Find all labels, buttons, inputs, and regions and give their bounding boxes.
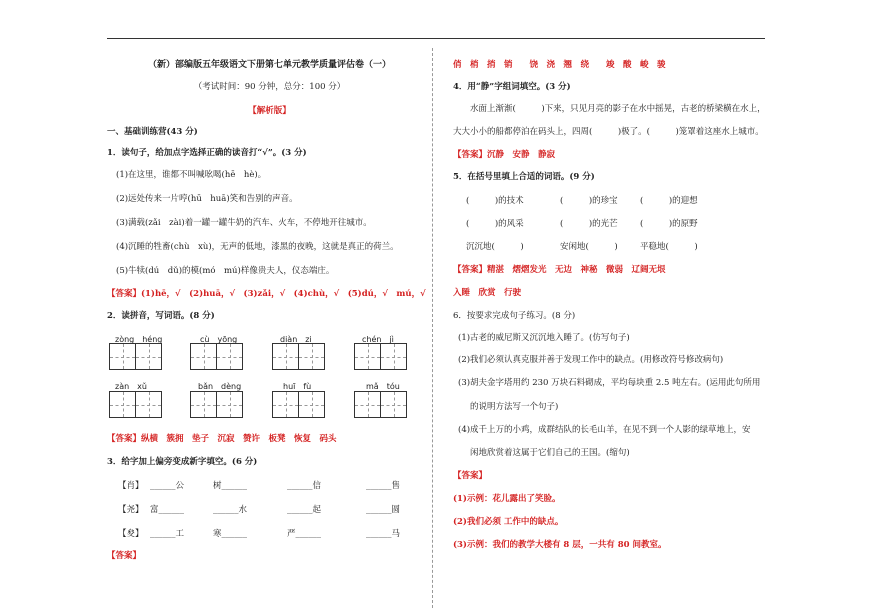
q3-blank[interactable]: 树______: [213, 481, 248, 491]
q5-answer: 【答案】精湛 熠熠发光 无边 神秘 微弱 辽阔无垠: [453, 265, 666, 275]
q5-blank[interactable]: ( )的光芒: [560, 219, 618, 229]
q3-answer: 【答案】: [107, 551, 142, 561]
q3-blank[interactable]: ______起: [287, 505, 322, 515]
q1-item: (2)远处传来一片哼(hū huā)笑和告别的声音。: [116, 194, 298, 204]
q4-line: 水面上渐渐( )下来，只见月亮的影子在水中摇晃，古老的桥梁横在水上，: [470, 104, 766, 114]
q1-item: (1)在这里，谁都不叫喊吆喝(hē hè)。: [116, 170, 267, 180]
q3-blank[interactable]: ______圆: [366, 505, 401, 515]
q5-blank[interactable]: ( )的迎想: [640, 196, 698, 206]
pinyin-label: zòng héng: [115, 335, 163, 344]
writing-grid[interactable]: [109, 391, 161, 418]
q4-line: 大大小小的船都停泊在码头上，四周( )极了。( )笼罩着这座水上城市。: [453, 127, 764, 137]
q4-title: 4．用“静”字组词填空。(3 分): [453, 82, 571, 92]
q3-blank[interactable]: 严______: [287, 529, 322, 539]
q6-answer: (2)我们必须 工作中的缺点。: [453, 517, 564, 527]
pinyin-label: cù yōng: [200, 335, 238, 344]
q3-blank[interactable]: ______公: [150, 481, 185, 491]
q3-blank[interactable]: 富______: [150, 505, 185, 515]
writing-grid[interactable]: [109, 343, 161, 370]
writing-grid[interactable]: [354, 343, 406, 370]
q6-item: 闲地欣赏着这属于它们自己的王国。(缩句): [470, 448, 630, 458]
writing-grid[interactable]: [190, 343, 242, 370]
q5-blank[interactable]: 沉沉地( ): [466, 242, 524, 252]
q5-blank[interactable]: ( )的技术: [466, 196, 524, 206]
q3-blank[interactable]: ______信: [287, 481, 322, 491]
q6-title: 6．按要求完成句子练习。(8 分): [453, 311, 576, 321]
q3-blank[interactable]: ______水: [213, 505, 248, 515]
pinyin-label: mǎ tóu: [366, 382, 400, 391]
q3-answer-chars: 俏 梢 捎 销 饶 浇 翘 绕 竣 酸 峻 骏: [453, 60, 666, 70]
pinyin-label: zàn xǔ: [115, 382, 147, 391]
q6-item: (4)成千上万的小鸡，成群结队的长毛山羊，在见不到一个人影的绿草地上，安: [458, 425, 751, 435]
q3-row-label: 【尧】: [118, 505, 144, 515]
q5-blank[interactable]: ( )的珍宝: [560, 196, 618, 206]
q3-blank[interactable]: ______马: [366, 529, 401, 539]
column-divider: [432, 48, 433, 608]
writing-grid[interactable]: [272, 343, 324, 370]
q1-title: 1．读句子，给加点字选择正确的读音打“√”。(3 分): [107, 148, 307, 158]
q6-answer: (1)示例：花儿露出了笑脸。: [453, 494, 561, 504]
exam-subtitle: （考试时间：90 分钟，总分：100 分）: [193, 82, 346, 92]
section-title: 一、基础训练营(43 分): [107, 127, 198, 137]
q5-blank[interactable]: 安闲地( ): [560, 242, 618, 252]
q3-title: 3．给字加上偏旁变成新字填空。(6 分): [107, 457, 258, 467]
q6-item: (2)我们必须认真克服并善于发现工作中的缺点。(用修改符号修改病句): [458, 355, 724, 365]
q5-answer: 入睡 欣赏 行驶: [453, 288, 522, 298]
q6-item: 的说明方法写一个句子): [470, 402, 559, 412]
q5-title: 5．在括号里填上合适的词语。(9 分): [453, 172, 595, 182]
q4-answer: 【答案】沉静 安静 静寂: [453, 150, 556, 160]
edition-label: 【解析版】: [248, 106, 291, 116]
q5-blank[interactable]: ( )的原野: [640, 219, 698, 229]
pinyin-label: huī fù: [283, 382, 312, 391]
q6-answer: (3)示例：我们的教学大楼有 8 层，一共有 80 间教室。: [453, 540, 667, 550]
pinyin-label: diàn zi: [280, 335, 312, 344]
q3-blank[interactable]: ______工: [150, 529, 185, 539]
q6-item: (1)古老的威尼斯又沉沉地入睡了。(仿写句子): [458, 333, 630, 343]
pinyin-label: chén jì: [362, 335, 394, 344]
top-rule: [107, 38, 765, 39]
q3-blank[interactable]: ______售: [366, 481, 401, 491]
q6-item: (3)胡夫金字塔用约 230 万块石料砌成，平均每块重 2.5 吨左右。(运用此句所用: [458, 378, 761, 388]
q3-row-label: 【肖】: [118, 481, 144, 491]
writing-grid[interactable]: [354, 391, 406, 418]
q2-title: 2．读拼音，写词语。(8 分): [107, 311, 215, 321]
writing-grid[interactable]: [190, 391, 242, 418]
q1-item: (3)满载(zǎi zài)着一罐一罐牛奶的汽车、火车，不停地开往城市。: [116, 218, 372, 228]
q2-answer: 【答案】纵横 簇拥 垫子 沉寂 赞许 板凳 恢复 码头: [107, 434, 337, 444]
q6-answer-label: 【答案】: [453, 471, 488, 481]
q3-blank[interactable]: 寒______: [213, 529, 248, 539]
pinyin-label: bǎn dèng: [198, 382, 242, 391]
q1-item: (5)牛犊(dú dǔ)的模(mó mú)样像贵夫人，仪态端庄。: [116, 266, 335, 276]
q1-item: (4)沉睡的牲畜(chù xù)，无声的低地，漆黑的夜晚，这就是真正的荷兰。: [116, 242, 399, 252]
q5-blank[interactable]: ( )的风采: [466, 219, 524, 229]
q5-blank[interactable]: 平稳地( ): [640, 242, 698, 252]
q3-row-label: 【夋】: [118, 529, 144, 539]
exam-title: （新）部编版五年级语文下册第七单元教学质量评估卷（一）: [147, 60, 391, 70]
writing-grid[interactable]: [272, 391, 324, 418]
q1-answer: 【答案】(1)hē，√ (2)huā，√ (3)zǎi，√ (4)chù，√ (5)dú，√ mú，√: [107, 289, 426, 299]
